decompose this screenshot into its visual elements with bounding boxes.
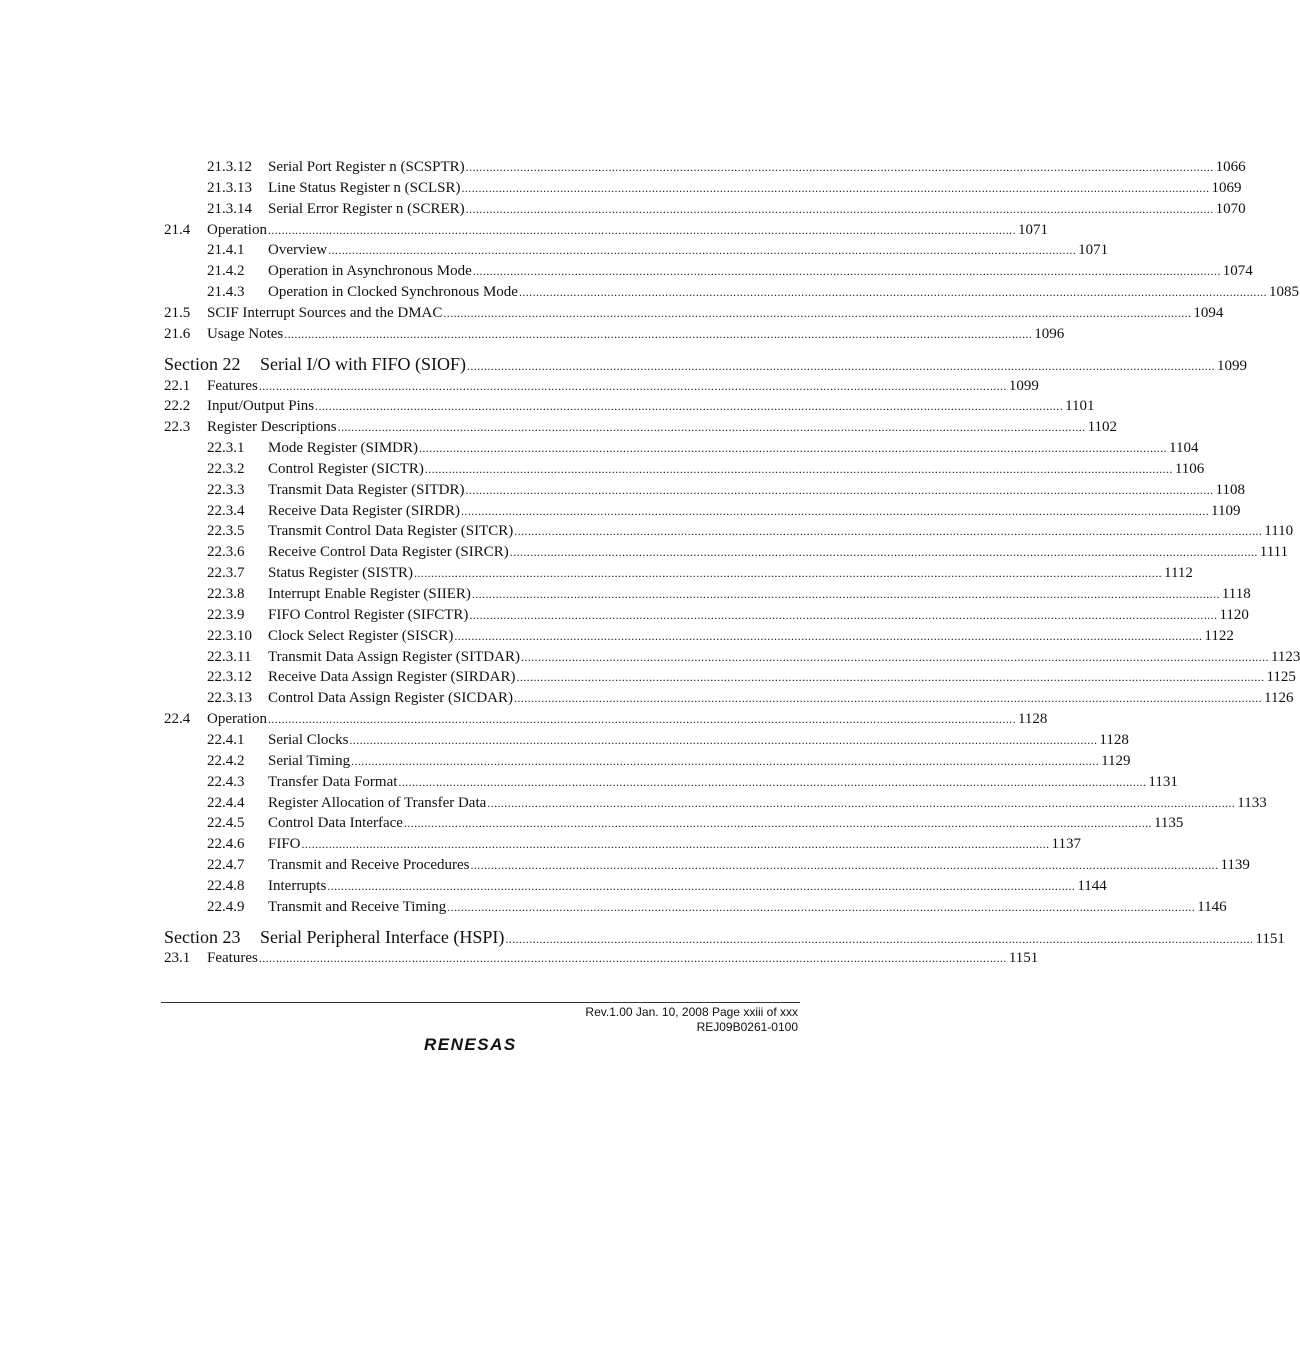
toc-leader-dots: ............................................................................................................................................................................................................................ — [471, 587, 1220, 601]
toc-entry-page: 1071 — [1017, 221, 1048, 238]
toc-entry[interactable] — [207, 794, 1267, 813]
toc-leader-dots: ............................................................................................................................................................................................................................ — [518, 285, 1267, 300]
toc-entry-number: 22.3.1 — [207, 440, 245, 457]
toc-leader-dots: ............................................................................................................................................................................................................................ — [465, 201, 1214, 216]
toc-leader-dots: ............................................................................................................................................................................................................................ — [514, 691, 1262, 706]
toc-entry-number: 21.6 — [164, 325, 191, 342]
toc-entry-number: 22.3.2 — [207, 460, 245, 477]
toc-entry[interactable] — [207, 752, 1131, 771]
toc-leader-dots: ............................................................................................................................................................................................................................ — [258, 378, 1007, 393]
toc-entry-number: 23.1 — [164, 950, 191, 967]
toc-entry[interactable] — [207, 773, 1178, 792]
toc-entry-page: 1118 — [1221, 586, 1251, 602]
toc-leader-dots: ............................................................................................................................................................................................................................ — [461, 503, 1210, 518]
toc-entry[interactable] — [164, 325, 1065, 344]
toc-entry-page: 1070 — [1215, 200, 1246, 217]
toc-leader-dots: ............................................................................................................................................................................................................................ — [461, 180, 1210, 195]
toc-entry[interactable] — [207, 241, 1109, 260]
toc-entry-title: Operation in Asynchronous Mode — [268, 263, 472, 280]
toc-entry-number: 22.3.12 — [207, 669, 252, 686]
toc-entry-page: 1122 — [1204, 627, 1234, 644]
toc-entry-number: 22.3.4 — [207, 502, 245, 519]
toc-entry-title: Register Allocation of Transfer Data — [268, 794, 487, 811]
toc-entry-page: 1085 — [1268, 284, 1299, 301]
toc-entry-title: Transmit and Receive Procedures — [268, 857, 470, 874]
toc-entry-number: 21.4.2 — [207, 263, 245, 280]
toc-entry-page: 1108 — [1215, 481, 1245, 498]
toc-entry-number: 22.2 — [164, 398, 191, 415]
toc-leader-dots: ............................................................................................................................................................................................................................ — [443, 305, 1192, 320]
footer-divider — [161, 1002, 800, 1003]
toc-entry-page: 1131 — [1148, 773, 1178, 790]
toc-leader-dots: ............................................................................................................................................................................................................................ — [327, 878, 1076, 893]
toc-entry[interactable] — [207, 606, 1249, 625]
toc-leader-dots: ............................................................................................................................................................................................................................ — [454, 628, 1203, 643]
toc-entry-title: SCIF Interrupt Sources and the DMAC — [207, 304, 443, 321]
toc-entry-title: Interrupts — [268, 877, 327, 894]
toc-leader-dots: ............................................................................................................................................................................................................................ — [349, 732, 1098, 747]
toc-section-entry[interactable] — [164, 926, 1285, 948]
toc-leader-dots: ............................................................................................................................................................................................................................ — [447, 899, 1196, 914]
renesas-logo — [424, 1034, 542, 1056]
toc-entry-number: 22.4.1 — [207, 731, 245, 748]
toc-entry-page: 1094 — [1193, 304, 1224, 321]
footer-revision: Rev.1.00 Jan. 10, 2008 Page xxiii of xxx — [585, 1005, 798, 1019]
toc-entry[interactable] — [207, 898, 1227, 917]
toc-entry-title: Transmit and Receive Timing — [268, 898, 447, 915]
toc-entry-title: FIFO — [268, 836, 301, 853]
toc-leader-dots: ............................................................................................................................................................................................................................ — [337, 420, 1086, 435]
toc-entry-title: Control Data Assign Register (SICDAR) — [268, 690, 513, 707]
toc-entry-title: Operation — [207, 221, 267, 238]
toc-entry-page: 1104 — [1169, 440, 1199, 457]
toc-entry-number: 22.4 — [164, 711, 191, 728]
toc-entry[interactable] — [207, 543, 1289, 562]
toc-entry-title: Clock Select Register (SISCR) — [268, 627, 454, 644]
toc-entry-title: Register Descriptions — [207, 419, 337, 436]
toc-entry-number: 22.1 — [164, 377, 191, 394]
toc-leader-dots: ............................................................................................................................................................................................................................ — [505, 931, 1254, 946]
toc-entry-title: Transmit Control Data Register (SITCR) — [268, 523, 514, 540]
toc-leader-dots: ............................................................................................................................................................................................................................ — [351, 753, 1100, 768]
toc-entry[interactable] — [164, 377, 1039, 396]
toc-entry-number: 22.3.13 — [207, 690, 252, 707]
toc-entry-page: 1112 — [1164, 565, 1193, 582]
toc-entry-number: 21.4.1 — [207, 242, 245, 259]
toc-entry-title: Mode Register (SIMDR) — [268, 440, 418, 457]
toc-entry-page: 1102 — [1087, 419, 1118, 436]
toc-entry[interactable] — [164, 949, 1039, 968]
toc-entry[interactable] — [207, 283, 1299, 302]
toc-entry[interactable] — [207, 856, 1250, 875]
toc-leader-dots: ............................................................................................................................................................................................................................ — [328, 243, 1077, 258]
toc-entry-number: 21.4 — [164, 221, 191, 238]
footer-doc-number: REJ09B0261-0100 — [696, 1020, 798, 1034]
toc-entry-number: 22.4.9 — [207, 898, 245, 915]
toc-entry[interactable] — [207, 689, 1294, 708]
toc-entry-page: 1151 — [1008, 950, 1039, 967]
toc-entry-title: Serial I/O with FIFO (SIOF) — [260, 353, 466, 374]
toc-entry-title: Serial Clocks — [268, 731, 349, 748]
toc-entry-title: Overview — [268, 242, 328, 259]
toc-entry-title: Transmit Data Register (SITDR) — [268, 481, 465, 498]
toc-entry-title: Operation — [207, 711, 267, 728]
toc-entry-number: 22.4.7 — [207, 857, 245, 874]
toc-entry-title: Features — [207, 950, 258, 967]
toc-leader-dots: ............................................................................................................................................................................................................................ — [315, 399, 1064, 414]
toc-entry-number: 22.4.8 — [207, 877, 245, 894]
toc-entry-number: 22.4.5 — [207, 815, 245, 832]
toc-entry-page: 1120 — [1219, 606, 1249, 623]
toc-leader-dots: ............................................................................................................................................................................................................................ — [487, 795, 1236, 810]
toc-entry[interactable] — [164, 304, 1224, 323]
toc-entry-number: 22.3 — [164, 419, 191, 436]
toc-entry[interactable] — [207, 564, 1193, 583]
toc-leader-dots: ............................................................................................................................................................................................................................ — [469, 607, 1218, 622]
toc-entry-title: Serial Peripheral Interface (HSPI) — [260, 926, 505, 947]
toc-entry-page: 1128 — [1099, 731, 1129, 748]
toc-entry-page: 1106 — [1174, 460, 1205, 477]
toc-leader-dots: ............................................................................................................................................................................................................................ — [467, 358, 1215, 373]
toc-leader-dots: ............................................................................................................................................................................................................................ — [419, 441, 1167, 456]
toc-leader-dots: ............................................................................................................................................................................................................................ — [403, 816, 1152, 831]
toc-entry-number: 22.3.7 — [207, 565, 245, 582]
toc-entry[interactable] — [207, 648, 1300, 667]
toc-entry-page: 1099 — [1217, 357, 1247, 374]
toc-entry-number: 21.4.3 — [207, 284, 245, 301]
toc-entry[interactable] — [207, 481, 1245, 500]
toc-leader-dots: ............................................................................................................................................................................................................................ — [301, 837, 1050, 852]
toc-entry-page: 1123 — [1270, 648, 1300, 665]
toc-leader-dots: ............................................................................................................................................................................................................................ — [470, 858, 1219, 873]
toc-entry[interactable] — [207, 460, 1205, 479]
toc-entry-title: Status Register (SISTR) — [268, 565, 413, 582]
toc-entry[interactable] — [207, 877, 1107, 896]
toc-entry-page: 1151 — [1255, 930, 1285, 947]
toc-leader-dots: ............................................................................................................................................................................................................................ — [472, 264, 1221, 279]
toc-entry-title: Usage Notes — [207, 325, 284, 342]
toc-leader-dots: ............................................................................................................................................................................................................................ — [284, 326, 1033, 341]
toc-entry[interactable] — [207, 179, 1242, 198]
toc-leader-dots: ............................................................................................................................................................................................................................ — [398, 774, 1147, 789]
toc-entry-title: FIFO Control Register (SIFCTR) — [268, 606, 469, 623]
toc-entry-number: 22.3.6 — [207, 544, 245, 561]
toc-entry-number: 22.3.10 — [207, 627, 252, 644]
toc-entry-number: 22.3.9 — [207, 606, 245, 623]
toc-entry-number: 22.3.8 — [207, 586, 245, 602]
toc-entry[interactable] — [164, 418, 1118, 437]
toc-leader-dots: ............................................................................................................................................................................................................................ — [520, 649, 1269, 664]
toc-leader-dots: ............................................................................................................................................................................................................................ — [465, 160, 1214, 174]
toc-entry-number: Section 22 — [164, 353, 241, 374]
toc-entry-title: Serial Port Register n (SCSPTR) — [268, 159, 465, 175]
toc-leader-dots: ............................................................................................................................................................................................................................ — [509, 545, 1258, 560]
toc-leader-dots: ............................................................................................................................................................................................................................ — [514, 524, 1263, 539]
toc-entry-page: 1111 — [1259, 544, 1289, 561]
toc-leader-dots: ............................................................................................................................................................................................................................ — [414, 566, 1162, 581]
toc-entry-page: 1129 — [1101, 752, 1131, 769]
toc-entry-page: 1125 — [1266, 669, 1296, 686]
toc-entry-title: Receive Data Register (SIRDR) — [268, 502, 461, 519]
toc-entry-title: Control Data Interface — [268, 815, 403, 832]
toc-entry-page: 1101 — [1065, 398, 1095, 415]
toc-entry-number: 22.4.4 — [207, 794, 245, 811]
toc-leader-dots: ............................................................................................................................................................................................................................ — [424, 461, 1173, 476]
toc-leader-dots: ............................................................................................................................................................................................................................ — [465, 482, 1214, 497]
toc-entry[interactable] — [207, 627, 1234, 646]
toc-entry[interactable] — [207, 200, 1246, 219]
toc-entry-page: 1069 — [1211, 179, 1242, 196]
toc-entry-number: 22.3.3 — [207, 481, 245, 498]
toc-entry[interactable] — [207, 439, 1199, 458]
toc-entry-number: 21.3.13 — [207, 179, 252, 196]
toc-leader-dots: ............................................................................................................................................................................................................................ — [267, 712, 1016, 727]
toc-entry-number: Section 23 — [164, 926, 241, 947]
toc-entry-title: Receive Control Data Register (SIRCR) — [268, 544, 509, 561]
toc-entry[interactable] — [207, 668, 1296, 687]
toc-entry-title: Receive Data Assign Register (SIRDAR) — [268, 669, 516, 686]
toc-entry-number: 22.4.6 — [207, 836, 245, 853]
toc-entry-title: Control Register (SICTR) — [268, 460, 424, 477]
toc-entry-number: 22.3.5 — [207, 523, 245, 540]
toc-entry[interactable] — [164, 221, 1048, 240]
toc-entry-number: 21.3.14 — [207, 200, 252, 217]
toc-leader-dots: ............................................................................................................................................................................................................................ — [516, 670, 1265, 685]
toc-entry-title: Serial Error Register n (SCRER) — [268, 200, 465, 217]
toc-entry[interactable] — [207, 158, 1246, 177]
toc-entry[interactable] — [207, 814, 1184, 833]
toc-entry-title: Transfer Data Format — [268, 773, 398, 790]
toc-entry-number: 21.5 — [164, 304, 191, 321]
toc-leader-dots: ............................................................................................................................................................................................................................ — [267, 222, 1016, 237]
toc-entry[interactable] — [207, 502, 1241, 521]
toc-section-entry[interactable] — [164, 353, 1247, 375]
toc-entry-page: 1074 — [1222, 263, 1253, 280]
toc-entry-page: 1110 — [1264, 523, 1294, 540]
toc-entry-page: 1128 — [1017, 711, 1048, 728]
toc-entry-page: 1146 — [1197, 898, 1227, 915]
toc-entry-number: 22.3.11 — [207, 648, 252, 665]
toc-entry-page: 1137 — [1051, 836, 1081, 853]
toc-entry-page: 1135 — [1153, 815, 1184, 832]
toc-entry-page: 1139 — [1220, 857, 1250, 874]
toc-leader-dots: ............................................................................................................................................................................................................................ — [258, 951, 1007, 966]
toc-entry-title: Features — [207, 377, 258, 394]
toc-entry[interactable] — [207, 835, 1081, 854]
toc-entry-page: 1126 — [1264, 690, 1294, 707]
toc-entry-title: Transmit Data Assign Register (SITDAR) — [268, 648, 520, 665]
toc-entry-page: 1144 — [1077, 877, 1107, 894]
toc-entry[interactable] — [164, 710, 1048, 729]
toc-entry-page: 1096 — [1034, 325, 1065, 342]
toc-entry-page: 1133 — [1237, 794, 1267, 811]
toc-entry-title: Serial Timing — [268, 752, 351, 769]
toc-entry-page: 1066 — [1215, 159, 1246, 175]
toc-entry-page: 1071 — [1078, 242, 1109, 259]
toc-entry[interactable] — [207, 522, 1294, 541]
toc-entry-page: 1109 — [1211, 502, 1241, 519]
renesas-logo-text: RENESAS — [424, 1035, 517, 1054]
toc-entry-number: 21.3.12 — [207, 159, 252, 175]
toc-entry-title: Line Status Register n (SCLSR) — [268, 179, 461, 196]
toc-entry-page: 1099 — [1008, 377, 1039, 394]
toc-entry[interactable] — [164, 397, 1095, 416]
toc-entry[interactable] — [207, 585, 1251, 604]
toc-entry-title: Input/Output Pins — [207, 398, 315, 415]
toc-entry[interactable] — [207, 731, 1129, 750]
toc-entry[interactable] — [207, 262, 1253, 281]
toc-entry-number: 22.4.3 — [207, 773, 245, 790]
toc-entry-title: Operation in Clocked Synchronous Mode — [268, 284, 518, 301]
toc-entry-title: Interrupt Enable Register (SIIER) — [268, 586, 471, 602]
toc-entry-number: 22.4.2 — [207, 752, 245, 769]
